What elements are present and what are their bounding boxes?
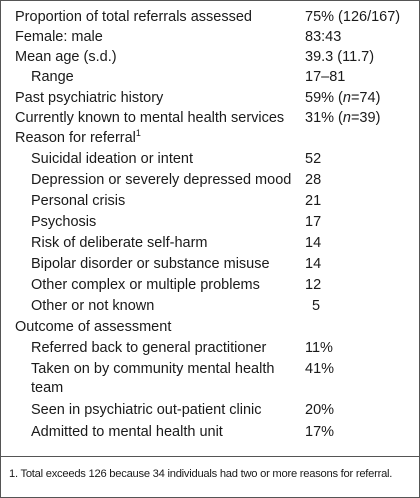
row-label-depression: Depression or severely depressed mood [31, 172, 292, 188]
row-label-risk-self-harm: Risk of deliberate self-harm [31, 235, 208, 251]
row-value-risk-self-harm: 14 [305, 235, 322, 251]
row-value-personal-crisis: 21 [305, 193, 322, 209]
row-label-mean-age: Mean age (s.d.) [15, 49, 117, 65]
row-label-past-psychiatric-history: Past psychiatric history [15, 90, 164, 106]
row-value-admitted-unit: 17% [305, 424, 335, 440]
row-label-range: Range [31, 69, 74, 85]
row-label-female-male: Female: male [15, 29, 103, 45]
row-value-past-psychiatric-history: 59% (n=74) [305, 90, 381, 106]
row-value-mean-age: 39.3 (11.7) [305, 49, 375, 65]
row-label-other-not-known: Other or not known [31, 298, 155, 314]
row-value-proportion-assessed: 75% (126/167) [305, 9, 401, 25]
row-value-community-team: 41% [305, 361, 335, 377]
row-value-suicidal-ideation: 52 [305, 151, 322, 167]
row-value-female-male: 83:43 [305, 29, 342, 45]
row-label-currently-known: Currently known to mental health services [15, 110, 285, 126]
section-heading-outcome: Outcome of assessment [15, 319, 172, 335]
row-value-other-complex: 12 [305, 277, 322, 293]
row-value-bipolar-substance: 14 [305, 256, 322, 272]
row-value-depression: 28 [305, 172, 322, 188]
row-label-referred-back-gp: Referred back to general practitioner [31, 340, 267, 356]
row-label-other-complex: Other complex or multiple problems [31, 277, 260, 293]
table-footnote: 1. Total exceeds 126 because 34 individuals had two or more reasons for referral. [9, 468, 393, 480]
row-label-community-team: Taken on by community mental health team [31, 361, 275, 396]
row-value-currently-known: 31% (n=39) [305, 110, 381, 126]
row-label-bipolar-substance: Bipolar disorder or substance misuse [31, 256, 270, 272]
section-heading-reason-for-referral: Reason for referral$^1$ [15, 128, 141, 146]
row-value-psychosis: 17 [305, 214, 322, 230]
row-value-range: 17–81 [305, 69, 346, 85]
footnote-marker: 1 [135, 128, 141, 138]
row-label-suicidal-ideation: Suicidal ideation or intent [31, 151, 194, 167]
row-label-psychosis: Psychosis [31, 214, 97, 230]
row-label-proportion-assessed: Proportion of total referrals assessed [15, 9, 252, 25]
row-label-out-patient-clinic: Seen in psychiatric out-patient clinic [31, 402, 262, 418]
row-value-out-patient-clinic: 20% [305, 402, 335, 418]
footnote-divider [1, 456, 419, 457]
table-row [1, 360, 419, 398]
row-label-personal-crisis: Personal crisis [31, 193, 126, 209]
row-label-admitted-unit: Admitted to mental health unit [31, 424, 223, 440]
row-value-referred-back-gp: 11% [305, 340, 333, 356]
row-value-other-not-known: 5 [312, 298, 321, 314]
